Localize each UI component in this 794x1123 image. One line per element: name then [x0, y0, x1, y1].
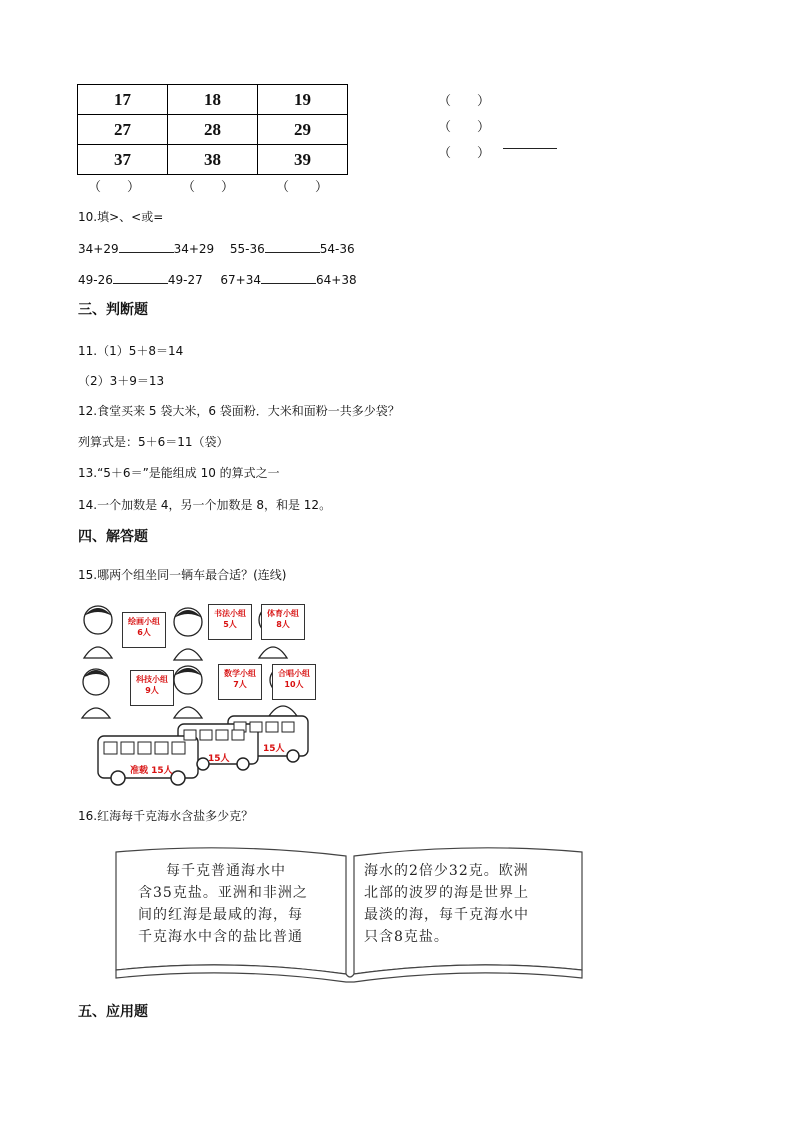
group-count: 7人 [233, 680, 247, 689]
group-flag [208, 604, 252, 640]
grid-row [78, 85, 348, 115]
group-name: 绘画小组 [128, 617, 160, 626]
book-right-page [364, 860, 529, 948]
question-11-part-1: 11.（1）5＋8＝14 [78, 344, 184, 358]
bus-capacity-label: 15人 [208, 754, 230, 764]
grid-cell: 17 [78, 85, 168, 115]
expression: 34+29 [78, 242, 119, 256]
group-flag [122, 612, 166, 648]
open-book-image [110, 846, 590, 984]
expression: 49-27 [167, 273, 203, 287]
book-line: 北部的波罗的海是世界上 [364, 885, 529, 901]
grid-cell: 27 [78, 115, 168, 145]
section-heading: 五、应用题 [78, 1004, 148, 1020]
bus-capacity-label: 15人 [263, 744, 285, 754]
groups-illustration [78, 598, 318, 788]
answer-blank[interactable]: （ ） [182, 180, 235, 195]
expression: 67+34 [220, 273, 261, 287]
book-left-page [138, 860, 308, 948]
group-flag [130, 670, 174, 706]
group-count: 9人 [145, 686, 159, 695]
grid-row [78, 115, 348, 145]
expression: 55-36 [229, 242, 265, 256]
expression: 49-26 [78, 273, 113, 287]
question-10-title: 10.填>、<或= [78, 210, 164, 224]
group-name: 书法小组 [214, 609, 246, 618]
grid-cell: 37 [78, 145, 168, 175]
number-grid [77, 84, 348, 175]
group-name: 数学小组 [224, 669, 256, 678]
answer-blank[interactable] [119, 240, 174, 253]
answer-blank[interactable] [113, 271, 168, 284]
expression: 64+38 [316, 273, 357, 287]
answer-blank[interactable]: （ ） [438, 120, 491, 135]
answer-blank[interactable] [265, 240, 320, 253]
grid-cell: 28 [168, 115, 258, 145]
group-count: 5人 [223, 620, 237, 629]
expression: 34+29 [173, 242, 215, 256]
answer-blank[interactable]: （ ） [276, 180, 329, 195]
compare-line [78, 240, 355, 257]
grid-cell: 29 [258, 115, 348, 145]
group-flag [218, 664, 262, 700]
book-line: 只含8克盐。 [364, 929, 449, 945]
question-15: 15.哪两个组坐同一辆车最合适？(连线) [78, 568, 287, 582]
grid-cell: 38 [168, 145, 258, 175]
group-flag [261, 604, 305, 640]
answer-blank[interactable]: （ ） [88, 180, 141, 195]
book-line: 千克海水中含的盐比普通 [138, 929, 303, 945]
question-14: 14.一个加数是 4，另一个加数是 8，和是 12。 [78, 498, 332, 512]
answer-blank[interactable] [261, 271, 316, 284]
bus-capacity-label: 准载 15人 [130, 766, 173, 776]
question-12-statement: 列算式是：5＋6＝11（袋） [78, 435, 229, 449]
question-12: 12.食堂买来 5 袋大米，6 袋面粉．大米和面粉一共多少袋？ [78, 404, 400, 418]
grid-row [78, 145, 348, 175]
section-heading: 四、解答题 [78, 529, 148, 545]
question-13: 13.“5＋6＝”是能组成 10 的算式之一 [78, 466, 280, 480]
connector-line [503, 148, 557, 149]
group-flag [272, 664, 316, 700]
answer-blank[interactable]: （ ） [438, 146, 491, 161]
grid-cell: 18 [168, 85, 258, 115]
question-11-part-2: （2）3＋9＝13 [78, 374, 165, 388]
grid-cell: 39 [258, 145, 348, 175]
section-heading: 三、判断题 [78, 302, 148, 318]
group-name: 科技小组 [136, 675, 168, 684]
question-16: 16.红海每千克海水含盐多少克？ [78, 809, 254, 823]
group-count: 6人 [137, 628, 151, 637]
compare-line [78, 271, 357, 288]
group-name: 体育小组 [267, 609, 299, 618]
group-count: 8人 [276, 620, 290, 629]
book-line: 最淡的海，每千克海水中 [364, 907, 529, 923]
group-count: 10人 [284, 680, 304, 689]
book-line: 间的红海是最咸的海，每 [138, 907, 303, 923]
grid-cell: 19 [258, 85, 348, 115]
book-line: 含35克盐。亚洲和非洲之 [138, 885, 308, 901]
group-name: 合唱小组 [278, 669, 310, 678]
book-line: 海水的2倍少32克。欧洲 [364, 863, 529, 879]
expression: 54-36 [319, 242, 355, 256]
book-line: 每千克普通海水中 [166, 863, 286, 879]
answer-blank[interactable]: （ ） [438, 94, 491, 109]
